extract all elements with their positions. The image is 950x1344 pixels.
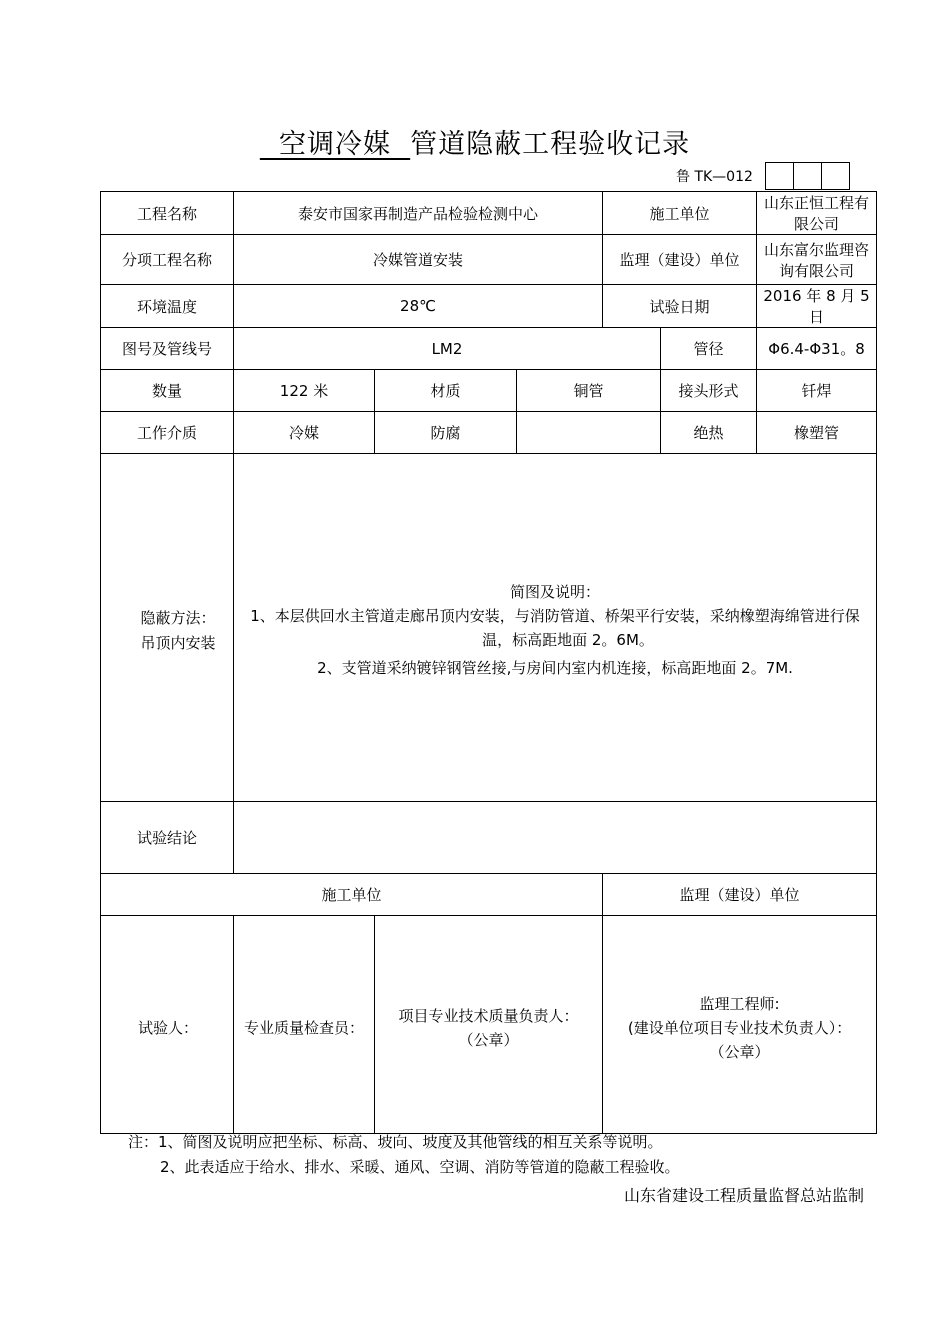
title-project-type: 空调冷媒 (279, 129, 391, 160)
tester-cell (101, 916, 234, 1134)
construction-unit-label: 施工单位 (603, 192, 757, 235)
quality-inspector-cell (234, 916, 375, 1134)
anticorrosion-label: 防腐 (375, 412, 517, 454)
test-date-value: 2016 年 8 月 5 日 (757, 285, 877, 328)
seal-label: （公章） (458, 1030, 519, 1049)
drawing-value: LM2 (234, 328, 661, 370)
method-value: 吊顶内安装 (140, 633, 216, 652)
description-label: 简图及说明： (510, 582, 601, 601)
form-code: 鲁 TK—012 (676, 169, 753, 185)
tester-label: 试验人： (137, 1018, 198, 1037)
method-label: 隐蔽方法： (140, 608, 216, 627)
code-box (766, 163, 794, 189)
joint-label: 接头形式 (661, 370, 757, 412)
note-1: 注：1、简图及说明应把坐标、标高、坡向、坡度及其他管线的相互关系等说明。 (128, 1133, 663, 1151)
conclusion-label: 试验结论 (101, 802, 234, 874)
quantity-value: 122 米 (234, 370, 375, 412)
code-boxes (765, 162, 850, 190)
supervisor-value: 山东富尔监理咨询有限公司 (757, 235, 877, 285)
footer-issuer: 山东省建设工程质量监督总站监制 (623, 1186, 864, 1205)
medium-label: 工作介质 (101, 412, 234, 454)
supervising-engineer-cell (603, 916, 877, 1134)
note-2: 2、此表适应于给水、排水、采暖、通风、空调、消防等管道的隐蔽工程验收。 (160, 1158, 680, 1176)
project-name-value: 泰安市国家再制造产品检验检测中心 (234, 192, 603, 235)
construction-unit-value: 山东正恒工程有限公司 (757, 192, 877, 235)
test-date-label: 试验日期 (603, 285, 757, 328)
code-box (794, 163, 822, 189)
joint-value: 钎焊 (757, 370, 877, 412)
page-title (0, 122, 950, 161)
drawing-label: 图号及管线号 (101, 328, 234, 370)
supervision-unit-header: 监理（建设）单位 (603, 874, 877, 916)
material-value: 铜管 (517, 370, 661, 412)
insulation-label: 绝热 (661, 412, 757, 454)
tech-lead-label: 项目专业技术质量负责人： (398, 1006, 579, 1025)
tech-lead-cell (375, 916, 603, 1134)
supervisor-label: 监理（建设）单位 (603, 235, 757, 285)
insulation-value: 橡塑管 (757, 412, 877, 454)
description-item: 2、支管道采纳镀锌钢管丝接,与房间内室内机连接，标高距地面 2。7M. (317, 658, 793, 677)
quantity-label: 数量 (101, 370, 234, 412)
acceptance-record-table (100, 191, 877, 1134)
notes (128, 1130, 680, 1180)
concealment-method-cell (101, 454, 234, 802)
project-name-label: 工程名称 (101, 192, 234, 235)
sub-project-value: 冷媒管道安装 (234, 235, 603, 285)
owner-tech-lead-label: (建设单位项目专业技术负责人）： (627, 1018, 852, 1037)
construction-unit-header: 施工单位 (101, 874, 603, 916)
seal-label: （公章） (709, 1042, 770, 1061)
diameter-label: 管径 (661, 328, 757, 370)
conclusion-value (234, 802, 877, 874)
code-box (822, 163, 849, 189)
anticorrosion-value (517, 412, 661, 454)
diameter-value: Φ6.4-Φ31。8 (757, 328, 877, 370)
form-code-row (676, 163, 850, 189)
description-item: 1、本层供回水主管道走廊吊顶内安装，与消防管道、桥架平行安装，采纳橡塑海绵管进行保温，标高距地面 2。6M。 (250, 606, 860, 649)
medium-value: 冷媒 (234, 412, 375, 454)
sub-project-label: 分项工程名称 (101, 235, 234, 285)
env-temp-value: 28℃ (234, 285, 603, 328)
sketch-description-cell (234, 454, 877, 802)
quality-inspector-label: 专业质量检查员： (243, 1018, 364, 1037)
title-suffix: 管道隐蔽工程验收记录 (410, 129, 691, 160)
material-label: 材质 (375, 370, 517, 412)
env-temp-label: 环境温度 (101, 285, 234, 328)
supervising-engineer-label: 监理工程师: (699, 994, 780, 1013)
